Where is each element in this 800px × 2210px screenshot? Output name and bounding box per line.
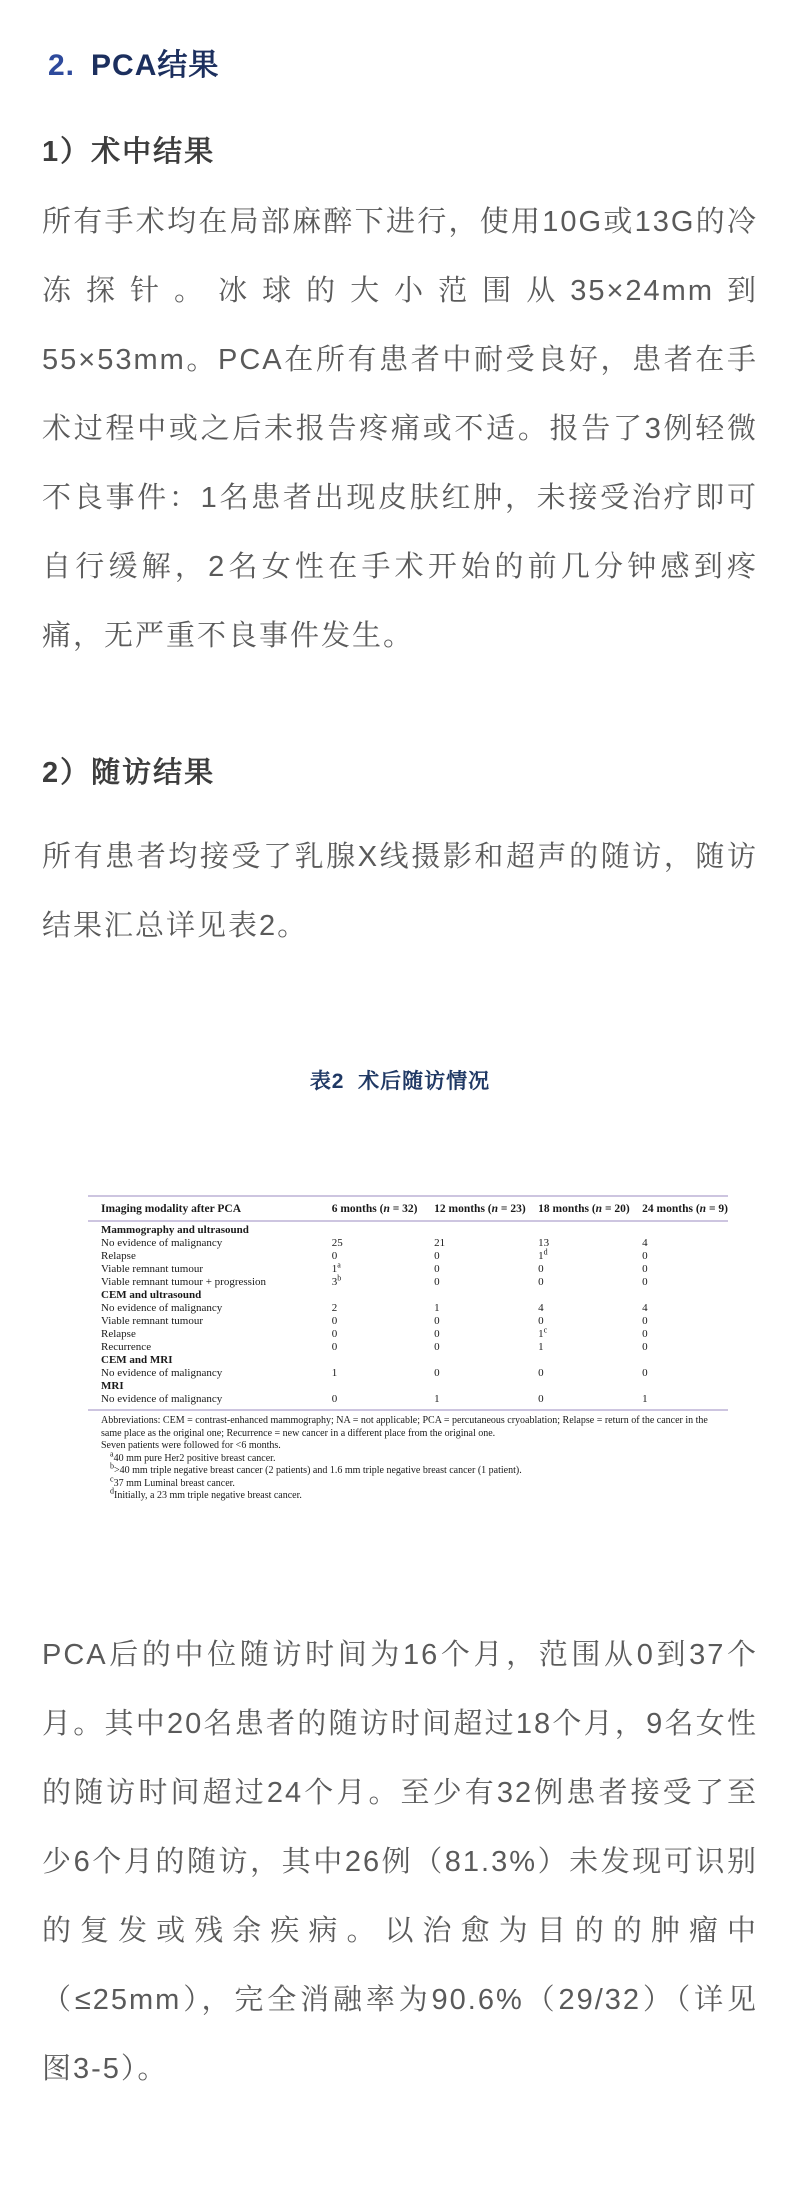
- table-cell: 25: [331, 1237, 343, 1249]
- table-section-row: [88, 1354, 728, 1367]
- table-cell: 0: [642, 1250, 648, 1262]
- table-row-label: Viable remnant tumour: [101, 1263, 203, 1275]
- section-heading-intraoperative: 1）术中结果: [42, 136, 216, 168]
- table-cell: [434, 1221, 538, 1237]
- page-title-number: 2.: [48, 49, 76, 82]
- table-cell: [332, 1380, 434, 1393]
- table-row-label: No evidence of malignancy: [101, 1237, 223, 1249]
- table-column-header: 18 months (n = 20): [538, 1196, 642, 1221]
- followup-table-head: [88, 1196, 728, 1221]
- table-row-label: No evidence of malignancy: [101, 1393, 223, 1405]
- table-section-row: [88, 1380, 728, 1393]
- table-cell: 1: [331, 1367, 338, 1379]
- table-cell: 0: [434, 1276, 440, 1288]
- table-cell: [434, 1380, 538, 1393]
- table-footnote: Seven patients were followed for <6 months.: [101, 1440, 281, 1451]
- table-cell: 0: [434, 1341, 440, 1353]
- table-cell: [332, 1354, 434, 1367]
- followup-table: [88, 1195, 728, 1411]
- table-cell: 0: [434, 1328, 440, 1340]
- table-cell: 0: [331, 1315, 338, 1327]
- table-cell: [332, 1289, 434, 1302]
- table-cell: 1$^c$: [538, 1325, 548, 1340]
- table-cell: 1$^a$: [331, 1260, 341, 1275]
- table-column-header: 24 months (n = 9): [642, 1196, 728, 1221]
- table-footnotes: [88, 1415, 728, 1503]
- table-cell: 0: [538, 1263, 544, 1275]
- table-cell: 0: [331, 1328, 338, 1340]
- table-cell: 0: [331, 1393, 338, 1405]
- paragraph-followup: 所有患者均接受了乳腺X线摄影和超声的随访，随访结果汇总详见表2。: [42, 841, 758, 942]
- table-cell: [538, 1354, 642, 1367]
- table-row: [88, 1237, 728, 1250]
- table-footnote: $^c$37 mm Luminal breast cancer.: [110, 1474, 235, 1489]
- table-cell: 0: [331, 1250, 338, 1262]
- table-row-label: CEM and ultrasound: [101, 1289, 202, 1301]
- section-heading-followup: 2）随访结果: [42, 757, 216, 789]
- table-cell: 13: [538, 1237, 550, 1249]
- table-row: [88, 1263, 728, 1276]
- table-row-label: Viable remnant tumour + progression: [101, 1276, 267, 1288]
- table-cell: 0: [538, 1315, 544, 1327]
- table-cell: 0: [642, 1341, 648, 1353]
- table-cell: 0: [538, 1276, 544, 1288]
- table-footnote: $^d$Initially, a 23 mm triple negative breast cancer.: [110, 1486, 302, 1501]
- table-cell: 0: [434, 1367, 440, 1379]
- followup-table-region: [88, 1195, 728, 1503]
- table-row: [88, 1315, 728, 1328]
- table-cell: 0: [642, 1315, 648, 1327]
- table-row-label: Relapse: [101, 1328, 136, 1340]
- page-title-label: PCA结果: [91, 49, 220, 82]
- table-row-label: Mammography and ultrasound: [101, 1224, 249, 1236]
- table-cell: 4: [538, 1302, 544, 1314]
- table-cell: 0: [642, 1276, 648, 1288]
- table-row: [88, 1250, 728, 1263]
- table-row-label: No evidence of malignancy: [101, 1302, 223, 1314]
- page-title: [48, 47, 758, 85]
- table-cell: 1$^d$: [538, 1247, 548, 1262]
- table-cell: 0: [538, 1367, 544, 1379]
- table-cell: 4: [642, 1302, 648, 1314]
- table-row: [88, 1367, 728, 1380]
- table-cell: 0: [538, 1393, 544, 1405]
- table-row-label: Viable remnant tumour: [101, 1315, 203, 1327]
- followup-table-body: [88, 1221, 728, 1410]
- table-cell: [642, 1354, 728, 1367]
- table-footnote: Abbreviations: CEM = contrast-enhanced mammography; NA = not applicable; PCA = percutaneous cryoablation; Relapse = return of the cancer in the same place as the original one; Recurrence = new cancer in a different place from the original one.: [101, 1415, 708, 1439]
- table-cell: [332, 1221, 434, 1237]
- table-cell: [538, 1289, 642, 1302]
- table-cell: 0: [434, 1315, 440, 1327]
- table-cell: 1: [642, 1393, 648, 1405]
- table-cell: 0: [642, 1367, 648, 1379]
- table-row-label: MRI: [101, 1380, 124, 1392]
- table-cell: [434, 1354, 538, 1367]
- table-cell: 1: [434, 1393, 440, 1405]
- table-row: [88, 1302, 728, 1315]
- table-cell: 2: [331, 1302, 338, 1314]
- table-row-label: Recurrence: [101, 1341, 152, 1353]
- table-cell: [434, 1289, 538, 1302]
- table-row: [88, 1393, 728, 1410]
- table-cell: [642, 1380, 728, 1393]
- table-row-label: No evidence of malignancy: [101, 1367, 223, 1379]
- page: [0, 47, 800, 2104]
- table-cell: [538, 1221, 642, 1237]
- table-column-header: 6 months (n = 32): [332, 1196, 434, 1221]
- table-cell: 1: [538, 1341, 544, 1353]
- table-cell: 0: [434, 1250, 440, 1262]
- table-cell: 21: [434, 1237, 446, 1249]
- table-cell: 0: [642, 1263, 648, 1275]
- table-caption: 表2 术后随访情况: [309, 1070, 491, 1093]
- table-cell: 3$^b$: [331, 1273, 342, 1288]
- table-column-header: 12 months (n = 23): [434, 1196, 538, 1221]
- table-cell: [538, 1380, 642, 1393]
- paragraph-intraoperative: 所有手术均在局部麻醉下进行，使用10G或13G的冷冻探针。冰球的大小范围从35×24mm到55×53mm。PCA在所有患者中耐受良好，患者在手术过程中或之后未报告疼痛或不适。报告了3例轻微不良事件：1名患者出现皮肤红肿，未接受治疗即可自行缓解，2名女性在手术开始的前几分钟感到疼痛，无严重不良事件发生。: [42, 206, 758, 652]
- table-cell: 4: [642, 1237, 648, 1249]
- paragraph-closing: PCA后的中位随访时间为16个月，范围从0到37个月。其中20名患者的随访时间超过18个月，9名女性的随访时间超过24个月。至少有32例患者接受了至少6个月的随访，其中26例（81.3%）未发现可识别的复发或残余疾病。以治愈为目的的肿瘤中（≤25mm），完全消融率为90.6%（29/32）（详见图3-5）。: [42, 1638, 758, 2085]
- table-cell: 0: [434, 1263, 440, 1275]
- table-row-label: CEM and MRI: [101, 1354, 173, 1366]
- table-cell: [642, 1289, 728, 1302]
- table-cell: 1: [434, 1302, 440, 1314]
- table-cell: 0: [642, 1328, 648, 1340]
- table-row-label: Relapse: [101, 1250, 136, 1262]
- table-column-header: Imaging modality after PCA: [88, 1196, 332, 1221]
- table-section-row: [88, 1289, 728, 1302]
- table-section-row: [88, 1221, 728, 1237]
- table-footnote: $^b$>40 mm triple negative breast cancer (2 patients) and 1.6 mm triple negative breast cancer (1 patient).: [110, 1461, 522, 1476]
- table-row: [88, 1328, 728, 1341]
- table-row: [88, 1276, 728, 1289]
- table-header-row: [88, 1196, 728, 1221]
- table-cell: [642, 1221, 728, 1237]
- table-footnote: $^a$40 mm pure Her2 positive breast cancer.: [110, 1449, 276, 1464]
- table-cell: 0: [331, 1341, 338, 1353]
- table-row: [88, 1341, 728, 1354]
